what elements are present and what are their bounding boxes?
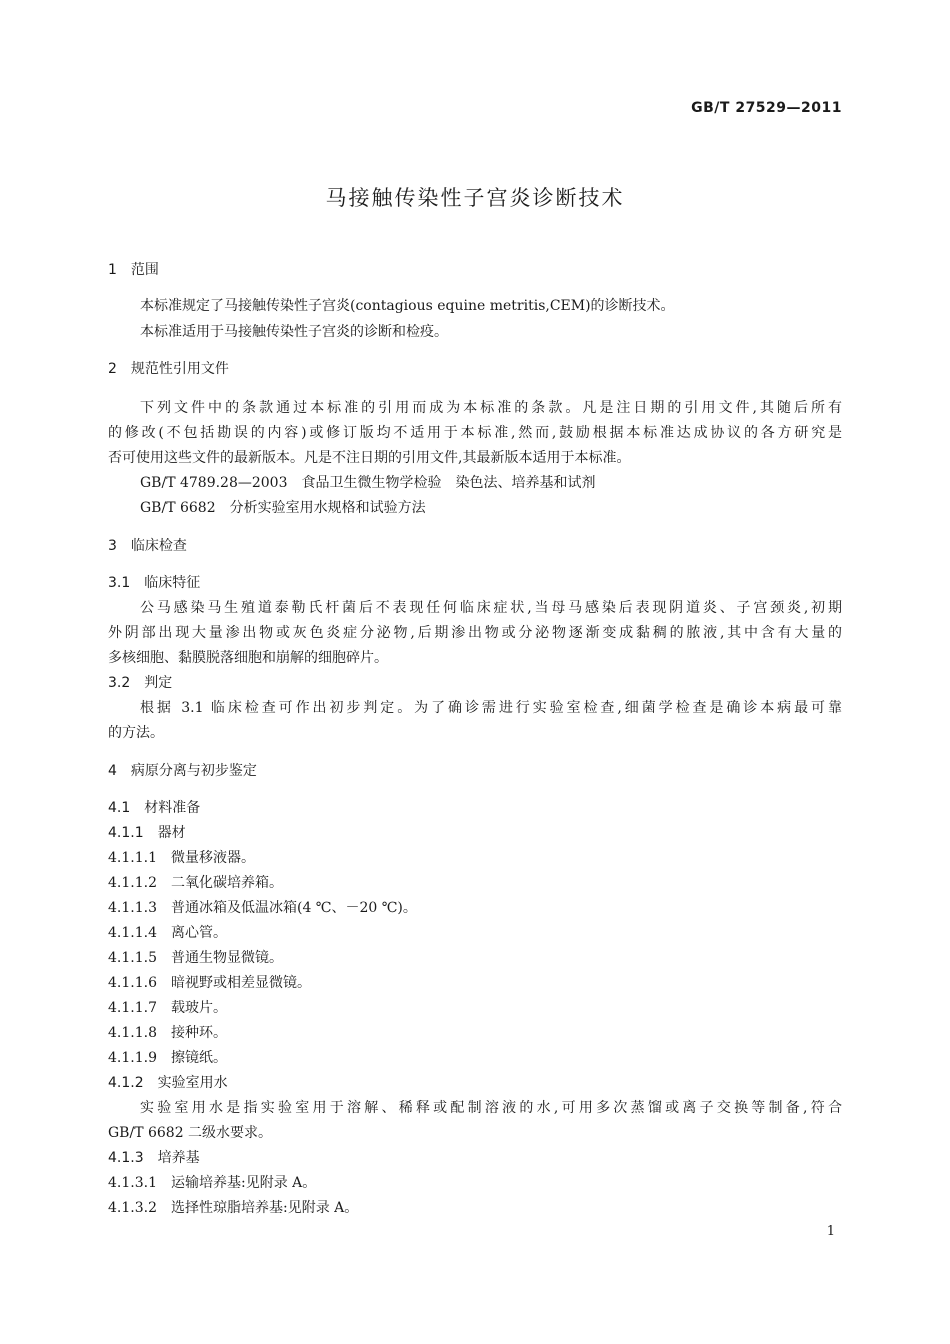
section-3-2-line-1: 根据 3.1 临床检查可作出初步判定。为了确诊需进行实验室检查,细菌学检查是确诊本病最可靠 bbox=[140, 700, 842, 716]
document-title: 马接触传染性子宫炎诊断技术 bbox=[325, 186, 625, 210]
standard-code: GB/T 27529—2011 bbox=[691, 100, 842, 116]
section-3-1-line-2: 外阴部出现大量渗出物或灰色炎症分泌物,后期渗出物或分泌物逐渐变成黏稠的脓液,其中含有大量的 bbox=[108, 625, 842, 641]
section-2-para-line-2: 的修改(不包括勘误的内容)或修订版均不适用于本标准,然而,鼓励根据本标准达成协议的各方研究是 bbox=[108, 425, 842, 441]
equipment-item: 4.1.1.1 微量移液器。 bbox=[108, 850, 255, 866]
section-3-2-heading: 3.2 判定 bbox=[108, 675, 173, 691]
section-1-para-1: 本标准规定了马接触传染性子宫炎(contagious equine metritis,CEM)的诊断技术。 bbox=[140, 298, 675, 314]
section-4-1-3-2: 4.1.3.2 选择性琼脂培养基:见附录 A。 bbox=[108, 1200, 359, 1216]
section-3-heading: 3 临床检查 bbox=[108, 538, 187, 554]
reference-1: GB/T 4789.28—2003 食品卫生微生物学检验 染色法、培养基和试剂 bbox=[140, 475, 596, 491]
section-4-1-2-line-1: 实验室用水是指实验室用于溶解、稀释或配制溶液的水,可用多次蒸馏或离子交换等制备,符合 bbox=[140, 1100, 842, 1116]
equipment-item: 4.1.1.3 普通冰箱及低温冰箱(4 ℃、－20 ℃)。 bbox=[108, 900, 417, 916]
equipment-item: 4.1.1.8 接种环。 bbox=[108, 1025, 227, 1041]
section-2-para-line-3: 否可使用这些文件的最新版本。凡是不注日期的引用文件,其最新版本适用于本标准。 bbox=[108, 450, 631, 466]
section-2-para-line-1: 下列文件中的条款通过本标准的引用而成为本标准的条款。凡是注日期的引用文件,其随后所有 bbox=[140, 400, 842, 416]
section-3-1-line-3: 多核细胞、黏膜脱落细胞和崩解的细胞碎片。 bbox=[108, 650, 388, 666]
page-number: 1 bbox=[826, 1224, 835, 1239]
section-4-1-3-1: 4.1.3.1 运输培养基:见附录 A。 bbox=[108, 1175, 317, 1191]
equipment-item: 4.1.1.9 擦镜纸。 bbox=[108, 1050, 227, 1066]
equipment-item: 4.1.1.6 暗视野或相差显微镜。 bbox=[108, 975, 311, 991]
equipment-item: 4.1.1.2 二氧化碳培养箱。 bbox=[108, 875, 283, 891]
equipment-item: 4.1.1.4 离心管。 bbox=[108, 925, 227, 941]
section-4-heading: 4 病原分离与初步鉴定 bbox=[108, 763, 257, 779]
section-4-1-heading: 4.1 材料准备 bbox=[108, 800, 201, 816]
section-4-1-3-heading: 4.1.3 培养基 bbox=[108, 1150, 200, 1166]
reference-2: GB/T 6682 分析实验室用水规格和试验方法 bbox=[140, 500, 426, 516]
section-4-1-1-heading: 4.1.1 器材 bbox=[108, 825, 186, 841]
section-4-1-2-line-2: GB/T 6682 二级水要求。 bbox=[108, 1125, 273, 1141]
section-2-heading: 2 规范性引用文件 bbox=[108, 361, 229, 377]
section-3-1-heading: 3.1 临床特征 bbox=[108, 575, 201, 591]
equipment-item: 4.1.1.7 载玻片。 bbox=[108, 1000, 227, 1016]
section-4-1-2-heading: 4.1.2 实验室用水 bbox=[108, 1075, 228, 1091]
section-3-1-line-1: 公马感染马生殖道泰勒氏杆菌后不表现任何临床症状,当母马感染后表现阴道炎、子宫颈炎,初期 bbox=[140, 600, 842, 616]
equipment-item: 4.1.1.5 普通生物显微镜。 bbox=[108, 950, 283, 966]
section-1-heading: 1 范围 bbox=[108, 262, 159, 278]
section-1-para-2: 本标准适用于马接触传染性子宫炎的诊断和检疫。 bbox=[140, 324, 448, 340]
section-3-2-line-2: 的方法。 bbox=[108, 725, 164, 741]
